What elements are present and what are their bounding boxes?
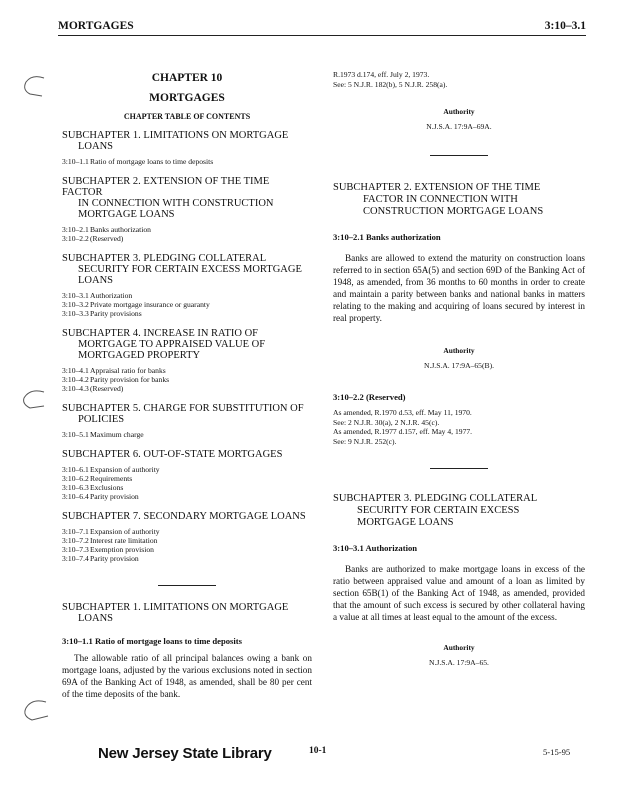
subchapter-3-heading: SUBCHAPTER 3. PLEDGING COLLATERAL SECURITY FOR CERTAIN EXCESS MORTGAGE LOANS — [333, 493, 538, 528]
running-header — [58, 20, 586, 36]
header-title: MORTGAGES — [58, 20, 134, 32]
toc-entry — [62, 492, 312, 501]
toc-entry-title: Expansion of authority — [90, 465, 160, 474]
authority-citation: N.J.S.A. 17:9A–65. — [429, 658, 489, 667]
toc-entry-title: Parity provision for banks — [90, 375, 170, 384]
toc-entry-number: 3:10–2.1 — [62, 225, 89, 234]
toc-entry-number: 3:10–4.1 — [62, 366, 89, 375]
toc-entry-title: Exclusions — [90, 483, 124, 492]
toc-entry-number: 3:10–3.2 — [62, 300, 89, 309]
toc-entry-number: 3:10–6.1 — [62, 465, 89, 474]
toc-entry-number: 3:10–3.3 — [62, 309, 89, 318]
toc-subchapter-heading: SUBCHAPTER 3. PLEDGING COLLATERAL SECURITY FOR CERTAIN EXCESS MORTGAGE LOANS — [62, 253, 302, 286]
authority-label: Authority — [443, 643, 475, 652]
toc-section-list — [62, 527, 312, 563]
toc-entry-number: 3:10–4.2 — [62, 375, 89, 384]
authority-label: Authority — [443, 107, 475, 116]
toc-entry-number: 3:10–6.4 — [62, 492, 89, 501]
toc-entry — [62, 554, 312, 563]
toc-entry — [62, 309, 312, 318]
toc-entry — [62, 483, 312, 492]
header-section-range: 3:10–3.1 — [544, 20, 586, 32]
toc-entry-title: (Reserved) — [90, 384, 124, 393]
section-3-10-2-2-title: 3:10–2.2 (Reserved) — [333, 392, 406, 402]
chapter-subtitle: MORTGAGES — [149, 92, 225, 104]
authority-citation: N.J.S.A. 17:9A–69A. — [426, 122, 492, 131]
toc-section-list — [62, 366, 312, 393]
section-3-10-3-1-text: Banks are authorized to make mortgage loans in excess of the ratio between appraised value and amount of a loan as limited by section 65B(1) of the Banking Act of 1948, as amended, provided that the amount of such excess is secured by other collateral having a value at all times at least equal to the amount of the excess. — [333, 564, 585, 622]
history-note: As amended, R.1970 d.53, eff. May 11, 1970. See: 2 N.J.R. 30(a), 2 N.J.R. 45(c). As amended, R.1977 d.157, eff. May 4, 1977. See: 9 N.J.R. 252(c). — [333, 408, 473, 446]
chapter-title: CHAPTER 10 — [151, 72, 223, 84]
left-column — [62, 70, 312, 700]
toc-section-list — [62, 157, 312, 166]
right-column — [333, 70, 585, 667]
subchapter-2-heading: SUBCHAPTER 2. EXTENSION OF THE TIME FACTOR IN CONNECTION WITH CONSTRUCTION MORTGAGE LOANS — [333, 182, 544, 217]
toc-entry — [62, 234, 312, 243]
toc-entry-number: 3:10–6.2 — [62, 474, 89, 483]
toc-subchapter-heading: SUBCHAPTER 4. INCREASE IN RATIO OF MORTGAGE TO APPRAISED VALUE OF MORTGAGED PROPERTY — [62, 328, 266, 361]
toc-entry-number: 3:10–5.1 — [62, 430, 89, 439]
toc-entry — [62, 291, 312, 300]
toc-section-list — [62, 430, 312, 439]
toc-subchapter-heading: SUBCHAPTER 2. EXTENSION OF THE TIME FACTOR IN CONNECTION WITH CONSTRUCTION MORTGAGE LOANS — [62, 176, 274, 220]
toc-entry-title: Parity provisions — [90, 309, 142, 318]
section-3-10-2-1-title: 3:10–2.1 Banks authorization — [333, 232, 441, 242]
toc-entry-number: 3:10–7.2 — [62, 536, 89, 545]
toc-entry — [62, 375, 312, 384]
history-note: R.1973 d.174, eff. July 2, 1973. See: 5 N.J.R. 182(b), 5 N.J.R. 258(a). — [333, 70, 448, 89]
authority-citation: N.J.S.A. 17:9A–65(B). — [423, 361, 495, 370]
toc-entry-title: Authorization — [90, 291, 133, 300]
toc-entry — [62, 157, 312, 166]
toc-section-list — [62, 465, 312, 501]
revision-date: 5-15-95 — [543, 747, 571, 757]
toc-subchapter-heading: SUBCHAPTER 7. SECONDARY MORTGAGE LOANS — [62, 511, 306, 522]
table-of-contents — [62, 130, 312, 563]
toc-entry-title: Exemption provision — [90, 545, 154, 554]
toc-entry-title: Expansion of authority — [90, 527, 160, 536]
toc-entry — [62, 474, 312, 483]
toc-entry-title: Parity provision — [90, 492, 139, 501]
punch-hole-icon — [18, 386, 48, 412]
toc-entry-title: Private mortgage insurance or guaranty — [90, 300, 210, 309]
toc-entry-number: 3:10–1.1 — [62, 157, 89, 166]
section-3-10-1-1-text: The allowable ratio of all principal balances owing a bank on mortgage loans, adjusted by the various exclusions noted in section 69A of the Banking Act of 1948, as amended, shall be 80 per cent of the time deposits of the bank. — [62, 653, 312, 699]
section-3-10-1-1-title: 3:10–1.1 Ratio of mortgage loans to time deposits — [62, 636, 242, 646]
toc-subchapter-heading: SUBCHAPTER 6. OUT-OF-STATE MORTGAGES — [62, 449, 283, 460]
punch-hole-icon — [18, 696, 52, 724]
toc-entry-number: 3:10–7.4 — [62, 554, 89, 563]
toc-subchapter-heading: SUBCHAPTER 1. LIMITATIONS ON MORTGAGE LOANS — [62, 130, 289, 152]
toc-entry — [62, 465, 312, 474]
toc-entry — [62, 527, 312, 536]
toc-entry-number: 3:10–2.2 — [62, 234, 89, 243]
toc-entry-title: (Reserved) — [90, 234, 124, 243]
toc-entry-number: 3:10–7.1 — [62, 527, 89, 536]
toc-title: CHAPTER TABLE OF CONTENTS — [123, 112, 251, 121]
toc-entry — [62, 536, 312, 545]
page-number: 10-1 — [309, 746, 327, 756]
toc-entry-title: Ratio of mortgage loans to time deposits — [90, 157, 214, 166]
toc-subchapter-heading: SUBCHAPTER 5. CHARGE FOR SUBSTITUTION OF POLICIES — [62, 403, 304, 425]
toc-entry-title: Maximum charge — [90, 430, 144, 439]
authority-label: Authority — [443, 346, 475, 355]
toc-entry-number: 3:10–6.3 — [62, 483, 89, 492]
library-stamp: New Jersey State Library — [98, 745, 272, 762]
section-3-10-2-1-text: Banks are allowed to extend the maturity on construction loans referred to in section 65A(5) and section 69D of the Banking Act of 1948, as amended, from 36 months to 60 months in order to create and maintain a parity between banks and national banks in matters relating to the making and acquiring of loans secured by interest in real property. — [333, 253, 585, 323]
toc-entry — [62, 300, 312, 309]
toc-entry — [62, 430, 312, 439]
toc-entry — [62, 384, 312, 393]
toc-entry-title: Appraisal ratio for banks — [90, 366, 166, 375]
toc-entry-number: 3:10–4.3 — [62, 384, 89, 393]
subchapter-1-heading: SUBCHAPTER 1. LIMITATIONS ON MORTGAGE LOANS — [62, 602, 289, 624]
toc-entry-title: Requirements — [90, 474, 133, 483]
toc-entry-title: Interest rate limitation — [90, 536, 158, 545]
toc-entry-number: 3:10–7.3 — [62, 545, 89, 554]
toc-entry — [62, 545, 312, 554]
toc-section-list — [62, 225, 312, 243]
toc-section-list — [62, 291, 312, 318]
toc-entry — [62, 366, 312, 375]
toc-entry-number: 3:10–3.1 — [62, 291, 89, 300]
punch-hole-icon — [20, 72, 48, 98]
section-3-10-3-1-title: 3:10–3.1 Authorization — [333, 543, 418, 553]
toc-entry-title: Parity provision — [90, 554, 139, 563]
toc-entry-title: Banks authorization — [90, 225, 151, 234]
toc-entry — [62, 225, 312, 234]
